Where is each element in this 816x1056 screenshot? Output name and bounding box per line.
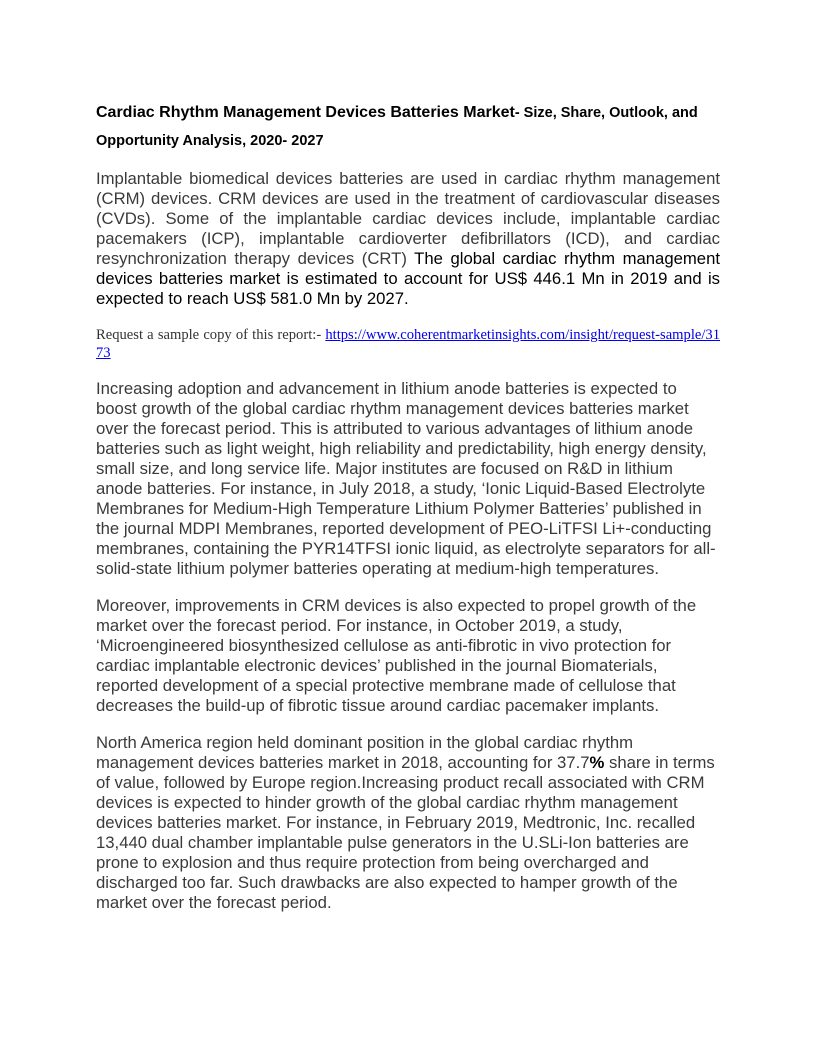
market-estimate-text: The global cardiac rhythm management devices batteries market is estimated to account for US$ 446.1 Mn in 2019 and is expected to reach US$ 581.0 Mn by 2027.	[96, 249, 720, 308]
intro-paragraph	[96, 169, 720, 309]
sample-request-link[interactable]: https://www.coherentmarketinsights.com/insight/request-sample/3173	[96, 327, 720, 361]
north-america-text-end: share in terms of value, followed by Europe region.Increasing product recall associated with CRM devices is expected to hinder growth of the global cardiac rhythm management devices batteries market. For instance, in February 2019, Medtronic, Inc. recalled 13,440 dual chamber implantable pulse generators in the U.SLi-Ion batteries are prone to explosion and thus require protection from being overcharged and discharged too far. Such drawbacks are also expected to hamper growth of the market over the forecast period.	[96, 753, 715, 912]
crm-paragraph: Moreover, improvements in CRM devices is also expected to propel growth of the market over the forecast period. For instance, in October 2019, a study, ‘Microengineered biosynthesized cellulose as anti-fibrotic in vivo protection for cardiac implantable electronic devices’ published in the journal Biomaterials, reported development of a special protective membrane made of cellulose that decreases the build-up of fibrotic tissue around cardiac pacemaker implants.	[96, 596, 697, 715]
intro-text: Implantable biomedical devices batteries are used in cardiac rhythm management (CRM) devices. CRM devices are used in the treatment of cardiovascular diseases (CVDs). Some of the implantable cardiac devices include, implantable cardiac pacemakers (ICP), implantable cardioverter defibrillators (ICD), and cardiac resynchronization therapy devices (CRT)	[96, 169, 720, 268]
north-america-text-start: North America region held dominant position in the global cardiac rhythm management devices batteries market in 2018, accounting for 37.7	[96, 733, 634, 772]
sample-request	[96, 326, 720, 362]
sample-request-label: Request a sample copy of this report:-	[96, 327, 326, 343]
report-title-subtitle: - Size, Share, Outlook, and Opportunity Analysis, 2020- 2027	[96, 105, 698, 149]
north-america-paragraph	[96, 733, 720, 913]
report-title-main: Cardiac Rhythm Management Devices Batteries Market	[96, 104, 515, 121]
report-title	[96, 96, 720, 152]
document-page	[96, 96, 720, 913]
lithium-paragraph: Increasing adoption and advancement in lithium anode batteries is expected to boost growth of the global cardiac rhythm management devices batteries market over the forecast period. This is attributed to various advantages of lithium anode batteries such as light weight, high reliability and predictability, high energy density, small size, and long service life. Major institutes are focused on R&D in lithium anode batteries. For instance, in July 2018, a study, ‘Ionic Liquid-Based Electrolyte Membranes for Medium-High Temperature Lithium Polymer Batteries’ published in the journal MDPI Membranes, reported development of PEO-LiTFSI Li+-conducting membranes, containing the PYR14TFSI ionic liquid, as electrolyte separators for all-solid-state lithium polymer batteries operating at medium-high temperatures.	[96, 379, 716, 578]
percent-sign: %	[589, 753, 605, 772]
